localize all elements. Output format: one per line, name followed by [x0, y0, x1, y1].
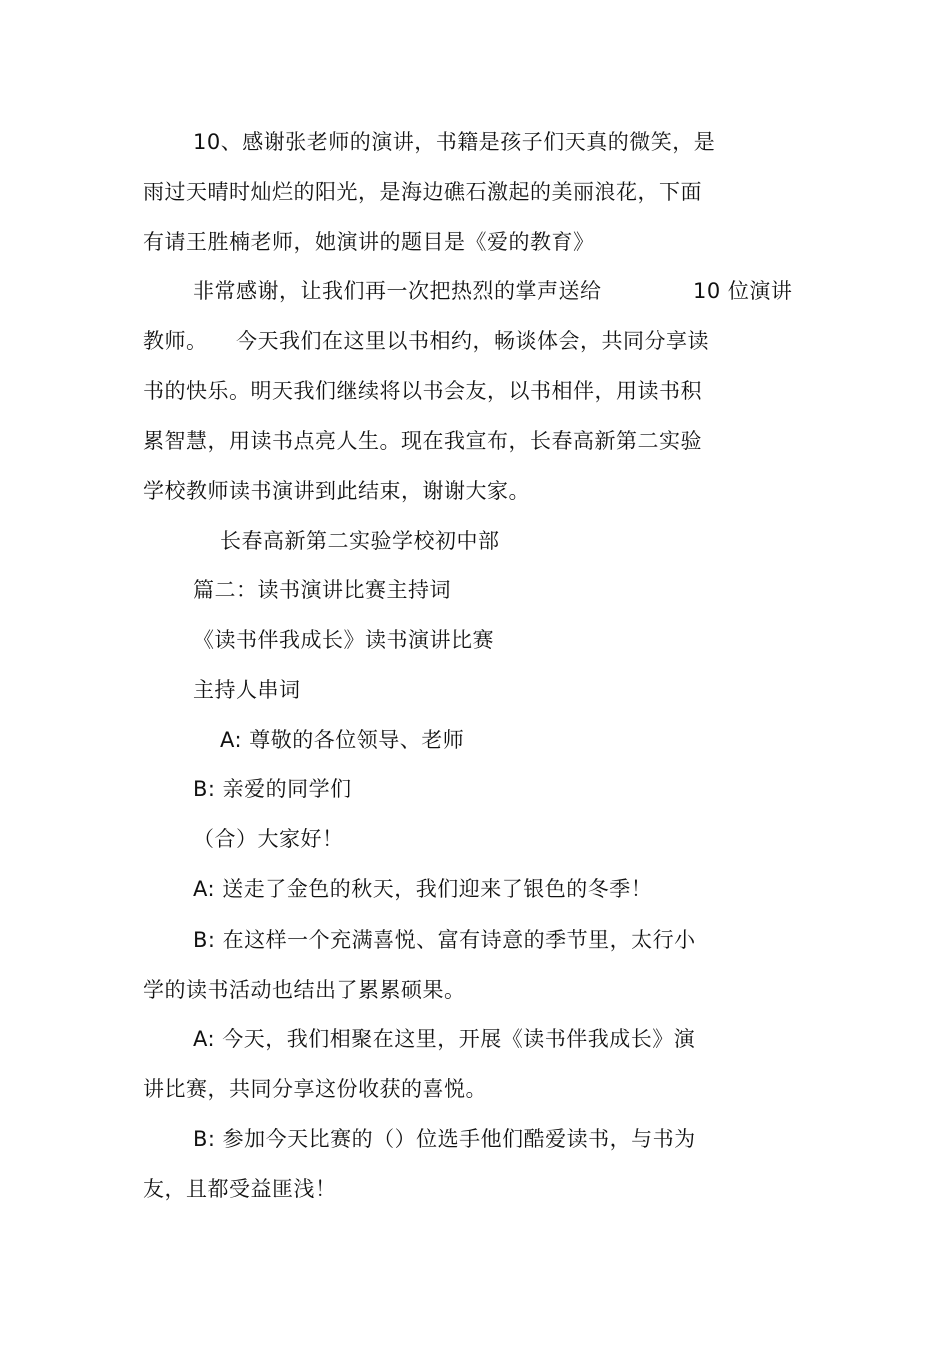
- paragraph-line-8: 学校教师读书演讲到此结束，谢谢大家。: [143, 479, 530, 503]
- event-title: 《读书伴我成长》读书演讲比赛: [193, 628, 494, 652]
- paragraph-line-1: 10、感谢张老师的演讲，书籍是孩子们天真的微笑，是: [193, 130, 716, 154]
- dialogue-line-b3-cont: 友，且都受益匪浅！: [143, 1177, 337, 1201]
- school-signature: 长春高新第二实验学校初中部: [220, 529, 500, 553]
- section-heading: 篇二：读书演讲比赛主持词: [193, 578, 451, 602]
- paragraph-line-4: 非常感谢，让我们再一次把热烈的掌声送给: [193, 279, 602, 303]
- dialogue-line-together: （合）大家好！: [193, 827, 344, 851]
- paragraph-line-5: 今天我们在这里以书相约，畅谈体会，共同分享读: [236, 329, 709, 353]
- host-script-heading: 主持人串词: [193, 678, 301, 702]
- dialogue-line-a3: A: 今天，我们相聚在这里，开展《读书伴我成长》演: [193, 1027, 696, 1051]
- paragraph-line-2: 雨过天晴时灿烂的阳光，是海边礁石激起的美丽浪花，下面: [143, 180, 702, 204]
- paragraph-line-6: 书的快乐。明天我们继续将以书会友，以书相伴，用读书积: [143, 379, 702, 403]
- dialogue-line-b3: B: 参加今天比赛的（）位选手他们酷爱读书，与书为: [193, 1127, 696, 1151]
- dialogue-line-a2: A: 送走了金色的秋天，我们迎来了银色的冬季！: [193, 877, 653, 901]
- dialogue-line-a1: A: 尊敬的各位领导、老师: [220, 728, 465, 752]
- paragraph-line-5-start: 教师。: [143, 329, 208, 353]
- dialogue-line-b2-cont: 学的读书活动也结出了累累硕果。: [143, 978, 466, 1002]
- dialogue-line-a3-cont: 讲比赛，共同分享这份收获的喜悦。: [143, 1077, 487, 1101]
- dialogue-line-b2: B: 在这样一个充满喜悦、富有诗意的季节里，太行小: [193, 928, 696, 952]
- paragraph-line-3: 有请王胜楠老师，她演讲的题目是《爱的教育》: [143, 230, 595, 254]
- dialogue-line-b1: B: 亲爱的同学们: [193, 777, 352, 801]
- paragraph-line-4-tail: 10 位演讲: [693, 279, 793, 303]
- paragraph-line-7: 累智慧，用读书点亮人生。现在我宣布，长春高新第二实验: [143, 429, 702, 453]
